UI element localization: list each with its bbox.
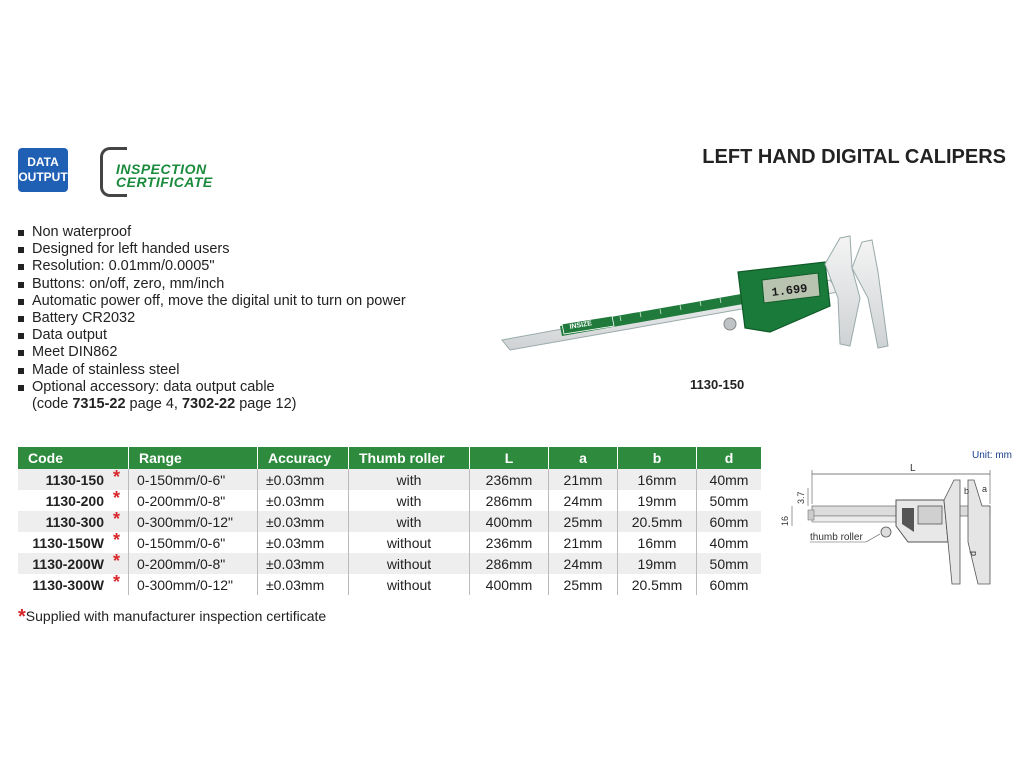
cell-code-text: 1130-300	[45, 513, 104, 530]
feature-list	[18, 224, 406, 413]
cell-code	[18, 469, 129, 490]
cell-range: 0-300mm/0-12"	[129, 574, 258, 595]
table-row	[18, 511, 761, 532]
cell-l: 286mm	[470, 490, 549, 511]
label-l: L	[910, 463, 916, 474]
accessory-code-note	[18, 396, 406, 413]
cell-range: 0-150mm/0-6"	[129, 469, 258, 490]
footnote	[18, 606, 326, 629]
feature-item: Non waterproof	[18, 224, 406, 241]
cell-thumb-roller: without	[349, 532, 470, 553]
cell-code	[18, 574, 129, 595]
col-header-b: b	[618, 447, 697, 469]
footnote-text: Supplied with manufacturer inspection certificate	[25, 608, 327, 624]
thumb-roller-callout: thumb roller	[810, 532, 863, 543]
cell-l: 236mm	[470, 469, 549, 490]
cell-d: 50mm	[697, 490, 762, 511]
cell-b: 16mm	[618, 532, 697, 553]
cell-accuracy: ±0.03mm	[258, 574, 349, 595]
col-header-d: d	[697, 447, 762, 469]
col-header-accuracy: Accuracy	[258, 447, 349, 469]
table-row	[18, 490, 761, 511]
diagram-fixed-jaw	[968, 480, 990, 584]
cell-d: 60mm	[697, 574, 762, 595]
table-row	[18, 532, 761, 553]
cell-thumb-roller: with	[349, 490, 470, 511]
feature-item: Buttons: on/off, zero, mm/inch	[18, 276, 406, 293]
feature-item: Automatic power off, move the digital unit to turn on power	[18, 293, 406, 310]
cell-b: 16mm	[618, 469, 697, 490]
cell-a: 24mm	[549, 553, 618, 574]
col-header-thumb-roller: Thumb roller	[349, 447, 470, 469]
label-b: b	[964, 486, 970, 496]
cell-b: 20.5mm	[618, 574, 697, 595]
feature-item: Meet DIN862	[18, 344, 406, 361]
star-marker: *	[112, 467, 120, 487]
diagram-lcd	[918, 506, 942, 524]
data-output-badge-line1: DATA	[27, 155, 59, 169]
footnote-star: *	[18, 606, 26, 628]
cell-range: 0-150mm/0-6"	[129, 532, 258, 553]
cell-range: 0-200mm/0-8"	[129, 490, 258, 511]
table-header-row	[18, 447, 761, 469]
cell-a: 25mm	[549, 511, 618, 532]
label-16: 16	[780, 515, 790, 526]
feature-item: Battery CR2032	[18, 310, 406, 327]
table-row	[18, 553, 761, 574]
spec-table	[18, 447, 761, 595]
cell-accuracy: ±0.03mm	[258, 490, 349, 511]
cell-accuracy: ±0.03mm	[258, 532, 349, 553]
certificate-text	[116, 163, 213, 189]
col-header-l: L	[470, 447, 549, 469]
code-note-suffix: page 12)	[235, 396, 297, 413]
cell-thumb-roller: without	[349, 574, 470, 595]
label-3-7: 3.7	[796, 491, 806, 504]
cell-d: 40mm	[697, 469, 762, 490]
brand-logo-text: INSIZE	[569, 320, 593, 331]
cell-code	[18, 532, 129, 553]
table-row	[18, 469, 761, 490]
cell-accuracy: ±0.03mm	[258, 553, 349, 574]
cell-range: 0-300mm/0-12"	[129, 511, 258, 532]
lcd-reading: 1.699	[770, 281, 809, 300]
cell-thumb-roller: with	[349, 511, 470, 532]
table-row	[18, 574, 761, 595]
cell-l: 236mm	[470, 532, 549, 553]
cell-l: 400mm	[470, 574, 549, 595]
star-marker: *	[112, 530, 120, 550]
star-marker: *	[112, 572, 120, 592]
cell-code	[18, 553, 129, 574]
cell-code-text: 1130-300W	[32, 576, 104, 593]
code-note-code1: 7315-22	[72, 396, 126, 413]
code-note-code2: 7302-22	[181, 396, 236, 413]
cell-code-text: 1130-200W	[32, 555, 104, 572]
cell-a: 24mm	[549, 490, 618, 511]
cell-code	[18, 490, 129, 511]
col-header-code: Code	[18, 447, 129, 469]
col-header-range: Range	[129, 447, 258, 469]
label-a: a	[982, 484, 988, 494]
page-title: LEFT HAND DIGITAL CALIPERS	[702, 146, 1006, 168]
cell-b: 20.5mm	[618, 511, 697, 532]
star-marker: *	[112, 509, 120, 529]
caliper-product-photo	[500, 228, 890, 358]
inspection-certificate-badge	[100, 147, 240, 193]
cell-thumb-roller: with	[349, 469, 470, 490]
cell-l: 400mm	[470, 511, 549, 532]
diagram-thumb-roller-icon	[881, 527, 891, 537]
cell-d: 50mm	[697, 553, 762, 574]
feature-item: Data output	[18, 327, 406, 344]
photo-caption: 1130-150	[690, 377, 745, 392]
feature-item: Optional accessory: data output cable	[18, 379, 406, 396]
feature-item: Resolution: 0.01mm/0.0005"	[18, 258, 406, 275]
cell-a: 21mm	[549, 469, 618, 490]
cell-d: 60mm	[697, 511, 762, 532]
label-d: d	[968, 550, 978, 556]
caliper-dimension-diagram	[768, 444, 1014, 590]
cell-code-text: 1130-150W	[32, 534, 104, 551]
cell-accuracy: ±0.03mm	[258, 469, 349, 490]
thumb-roller-icon	[724, 318, 736, 330]
col-header-a: a	[549, 447, 618, 469]
cell-b: 19mm	[618, 490, 697, 511]
cell-b: 19mm	[618, 553, 697, 574]
cell-code	[18, 511, 129, 532]
code-note-prefix: (code	[32, 396, 73, 413]
certificate-line1: INSPECTION	[116, 161, 207, 177]
data-output-badge-line2: OUTPUT	[18, 170, 68, 184]
cell-l: 286mm	[470, 553, 549, 574]
unit-label: Unit: mm	[972, 450, 1012, 461]
data-output-badge	[18, 148, 68, 192]
star-marker: *	[112, 488, 120, 508]
certificate-line2: CERTIFICATE	[116, 174, 213, 190]
cell-code-text: 1130-200	[45, 492, 104, 509]
feature-item: Made of stainless steel	[18, 362, 406, 379]
star-marker: *	[112, 551, 120, 571]
cell-a: 21mm	[549, 532, 618, 553]
cell-range: 0-200mm/0-8"	[129, 553, 258, 574]
cell-d: 40mm	[697, 532, 762, 553]
code-note-mid: page 4,	[125, 396, 182, 413]
feature-item: Designed for left handed users	[18, 241, 406, 258]
cell-accuracy: ±0.03mm	[258, 511, 349, 532]
cell-thumb-roller: without	[349, 553, 470, 574]
cell-a: 25mm	[549, 574, 618, 595]
cell-code-text: 1130-150	[45, 471, 104, 488]
